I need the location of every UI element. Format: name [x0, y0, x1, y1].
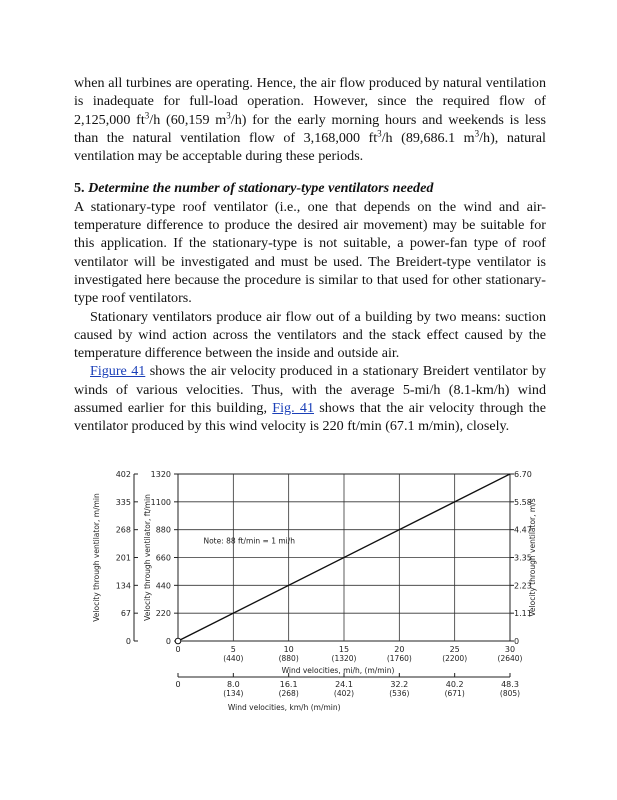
y-axis-title-ms: Velocity through ventilator, m/s [528, 498, 537, 617]
km-tick-sublabel: (134) [223, 689, 244, 698]
km-axis-title: Wind velocities, km/h (m/min) [227, 703, 341, 712]
chart-note: Note: 88 ft/min = 1 mi/h [203, 536, 296, 546]
origin-marker [175, 638, 181, 644]
y-tick-label-ft: 660 [155, 553, 171, 563]
km-tick-label: 40.2 [445, 680, 464, 689]
km-tick-label: 24.1 [335, 680, 353, 689]
km-tick-sublabel: (536) [389, 689, 410, 698]
km-tick-label: 0 [175, 680, 181, 689]
y-tick-label-ms: 4.47 [514, 525, 532, 535]
x-tick-sublabel: (2640) [497, 654, 523, 663]
paragraph-2: A stationary-type roof ventilator (i.e., one that depends on the wind and air-temperature difference to produce the desired air movement) may be suitable for this application. If the stationary-type is not suitable, a power-fan type of roof ventilator will be investigated and must be used. The Breidert-type ventilator is investigated here because the procedure is similar to that used for other stationary-type roof ventilators. [74, 198, 546, 307]
figure-41-link[interactable]: Figure 41 [90, 363, 146, 380]
km-tick-sublabel: (671) [444, 689, 465, 698]
y-tick-label-ms: 1.11 [514, 609, 532, 619]
y-tick-label-m: 134 [115, 581, 131, 591]
x-tick-label: 30 [504, 645, 516, 654]
figure-41 [92, 466, 542, 736]
y-tick-label-ms: 5.58 [514, 497, 532, 507]
km-tick-sublabel: (268) [278, 689, 299, 698]
y-tick-label-ft: 440 [155, 581, 171, 591]
paragraph-1: when all turbines are operating. Hence, the air flow produced by natural ventilation is inadequate for full-load operation. However, since the required flow of 2,125,000 $ft^3/h$ (60,159 $m^3/h$) for the early morning hours and weekends is less than the natural ventilation flow of 3,168,000 $ft^3/h$ (89,686.1 $m^3/h$), natural ventilation may be acceptable during these periods. [74, 75, 546, 165]
x-tick-sublabel: (1760) [386, 654, 412, 663]
paragraph-4: Figure 41 shows the air velocity produced in a stationary Breidert ventilator by winds of various velocities. Thus, with the average 5-mi/h (8.1-km/h) wind assumed earlier for this building, Fig. 41 shows that the air velocity through the ventilator produced by this wind velocity is 220 ft/min (67.1 m/min), closely. [74, 363, 546, 435]
y-tick-label-ft: 880 [155, 525, 171, 535]
y-tick-label-m: 67 [120, 609, 131, 619]
fig-41-link[interactable]: Fig. 41 [272, 400, 315, 417]
y-tick-label-ft: 1320 [150, 470, 171, 479]
ventilator-velocity-chart [92, 466, 542, 736]
x-tick-label: 15 [338, 645, 350, 654]
page-body [74, 74, 546, 436]
y-tick-label-ft: 0 [165, 637, 171, 646]
km-tick-sublabel: (805) [499, 689, 521, 698]
km-tick-sublabel: (402) [333, 689, 355, 698]
km-tick-label: 48.3 [501, 680, 519, 689]
x-tick-sublabel: (1320) [331, 654, 357, 663]
x-tick-label: 25 [449, 645, 460, 654]
y-tick-label-ms: 2.23 [514, 581, 532, 591]
y-tick-label-ms: 3.35 [514, 553, 532, 563]
section-heading: 5. Determine the number of stationary-type ventilators needed [74, 180, 434, 197]
y-axis-title-ft: Velocity through ventilator, ft/min [143, 494, 152, 621]
y-tick-label-ft: 1100 [150, 497, 171, 507]
y-tick-label-m: 201 [115, 553, 131, 563]
km-tick-label: 16.1 [279, 680, 298, 689]
y-tick-label-ms: 0 [514, 637, 520, 646]
x-axis-title: Wind velocities, mi/h, (m/min) [281, 666, 395, 675]
x-tick-sublabel: (880) [278, 654, 299, 663]
km-tick-label: 32.2 [390, 680, 409, 689]
y-tick-label-ms: 6.70 [514, 470, 532, 479]
y-tick-label-ft: 220 [155, 609, 171, 619]
y-axis-title-m: Velocity through ventilator, m/min [92, 493, 101, 622]
y-tick-label-m: 335 [115, 497, 131, 507]
y-tick-label-m: 0 [125, 637, 131, 646]
km-tick-label: 8.0 [226, 680, 240, 689]
x-tick-label: 0 [175, 645, 181, 654]
x-tick-sublabel: (440) [223, 654, 244, 663]
x-tick-label: 5 [230, 645, 236, 654]
y-tick-label-m: 402 [115, 470, 131, 479]
paragraph-3: Stationary ventilators produce air flow out of a building by two means: suction caused by wind action across the ventilators and the stack effect caused by the temperature difference between the inside and outside air. [74, 308, 546, 362]
x-tick-label: 20 [394, 645, 405, 654]
y-tick-label-m: 268 [115, 525, 131, 535]
x-tick-sublabel: (2200) [442, 654, 468, 663]
x-tick-label: 10 [283, 645, 294, 654]
